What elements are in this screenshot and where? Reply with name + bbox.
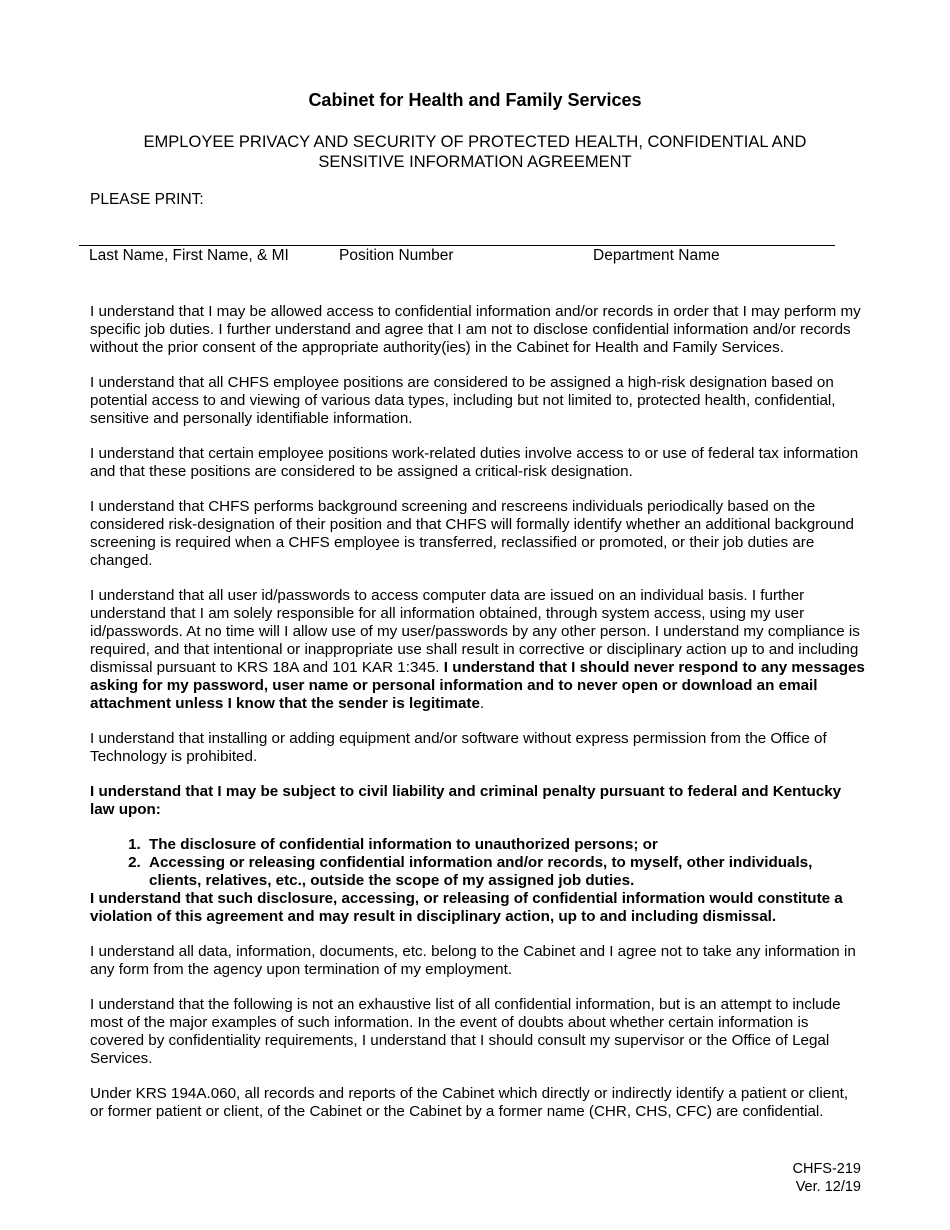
paragraph-confidential-list: I understand that the following is not an exhaustive list of all confidential information, but is an attempt to include most of the major examples of such information. In the event of doubts about whether certain information is covered by confidentiality requirements, I understand that I should consult my supervisor or the Office of Legal Services. [90,996,841,1067]
list-item: 2. Accessing or releasing confidential information and/or records, to myself, other individuals, clients, relatives, etc., outside the scope of my assigned job duties. [145,854,865,890]
form-footer [793,1160,862,1196]
print-fields-line[interactable] [79,245,835,246]
paragraph-access: I understand that I may be allowed access to confidential information and/or records in order that I may perform my specific job duties. I further understand and agree that I am not to disclose confidential information and/or records without the prior consent of the appropriate authority(ies) in the Cabinet for Health and Family Services. [90,303,861,356]
document-subtitle: EMPLOYEE PRIVACY AND SECURITY OF PROTECTED HEALTH, CONFIDENTIAL AND SENSITIVE INFORMATION AGREEMENT [143,133,807,171]
paragraph-passwords [90,587,865,713]
paragraph-data-ownership: I understand all data, information, documents, etc. belong to the Cabinet and I agree not to take any information in any form from the agency upon termination of my employment. [90,943,856,978]
paragraph-krs: Under KRS 194A.060, all records and reports of the Cabinet which directly or indirectly identify a patient or client, or former patient or client, of the Cabinet or the Cabinet by a former name (CHR, CHS, CFC) are confidential. [90,1085,849,1120]
liability-list [90,836,865,890]
paragraph-equipment: I understand that installing or adding equipment and/or software without express permission from the Office of Technology is prohibited. [90,730,827,765]
paragraph-liability [90,783,865,819]
liability-outro: I understand that such disclosure, accessing, or releasing of confidential information would constitute a violation of this agreement and may result in disciplinary action, up to and including dismissal. [90,890,843,925]
paragraph-high-risk: I understand that all CHFS employee positions are considered to be assigned a high-risk designation based on potential access to and viewing of various data types, including but not limited to, protected health, confidential, sensitive and personally identifiable information. [90,374,836,427]
department-name-label: Department Name [593,247,720,264]
form-number: CHFS-219 [792,1161,861,1177]
agreement-body [90,303,865,1138]
name-field-label: Last Name, First Name, & MI [89,247,289,264]
document-title: Cabinet for Health and Family Services [308,90,642,110]
form-version: Ver. 12/19 [795,1179,861,1195]
paragraph-critical-risk: I understand that certain employee positions work-related duties involve access to or use of federal tax information and that these positions are considered to be assigned a critical-risk designation. [90,445,859,480]
please-print-label: PLEASE PRINT: [90,191,204,208]
passwords-period: . [479,695,485,712]
passwords-text: I understand that all user id/passwords to access computer data are issued on an individual basis. I further understand that I am solely responsible for all information obtained, through system access, using my user id/passwords. At no time will I allow use of my user/passwords by any other person. I understand my compliance is required, and that intentional or inappropriate use shall result in corrective or disciplinary action up to and including dismissal pursuant to KRS 18A and 101 KAR 1:345. [90,587,860,676]
list-item: 1. The disclosure of confidential information to unauthorized persons; or [145,836,865,854]
passwords-warning: I understand that I should never respond to any messages asking for my password, user name or personal information and to never open or download an email attachment unless I know that the sender is legitimate [90,659,865,712]
position-number-label: Position Number [339,247,454,264]
paragraph-background-screening: I understand that CHFS performs background screening and rescreens individuals periodically based on the considered risk-designation of their position and that CHFS will formally identify whether an additional background screening is required when a CHFS employee is transferred, reclassified or promoted, or their job duties are changed. [90,498,855,569]
liability-intro: I understand that I may be subject to civil liability and criminal penalty pursuant to federal and Kentucky law upon: [90,783,842,818]
